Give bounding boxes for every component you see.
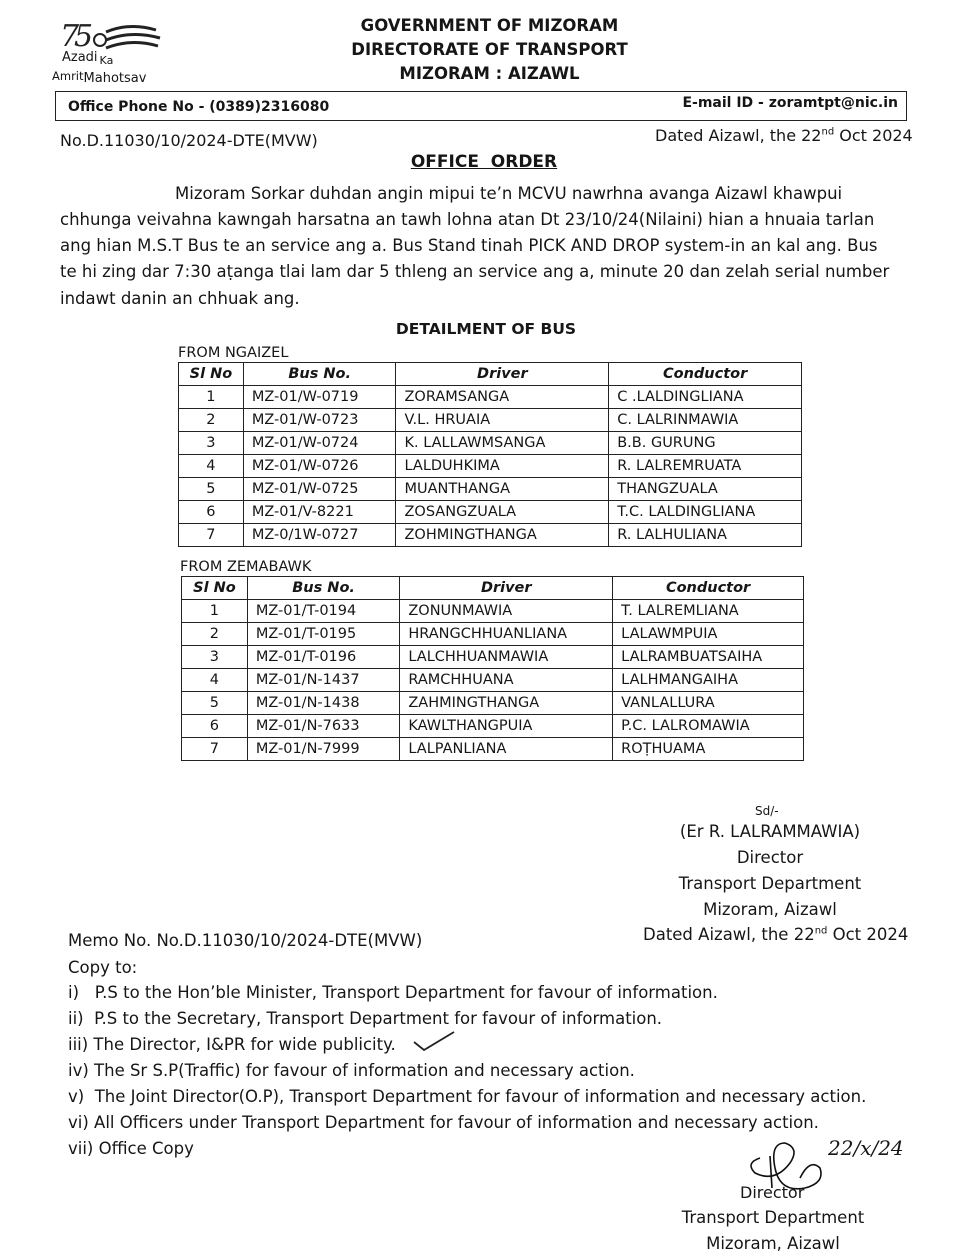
footer-director: Director — [740, 1183, 805, 1202]
driver-cell: ZORAMSANGA — [396, 386, 609, 409]
sl-cell: 1 — [182, 600, 248, 623]
driver-cell: HRANGCHHUANLIANA — [400, 623, 613, 646]
conductor-cell: T. LALREMLIANA — [613, 600, 804, 623]
column-header-sl: Sl No — [179, 363, 244, 386]
driver-cell: LALCHHUANMAWIA — [400, 646, 613, 669]
signatory-department: Transport Department — [678, 874, 862, 893]
conductor-cell: B.B. GURUNG — [609, 432, 802, 455]
sl-cell: 2 — [179, 409, 244, 432]
order-date — [655, 126, 913, 145]
conductor-cell: T.C. LALDINGLIANA — [609, 501, 802, 524]
table-row — [182, 692, 804, 715]
driver-cell: RAMCHHUANA — [400, 669, 613, 692]
order-paragraph-line4: te hi zing dar 7:30 aṭanga tlai lam dar 5 thleng an service ang a, minute 20 dan zelah serial number — [60, 262, 890, 281]
copy-item-1: i) P.S to the Hon’ble Minister, Transport Department for favour of information. — [68, 983, 718, 1002]
copy-item-2: ii) P.S to the Secretary, Transport Department for favour of information. — [68, 1009, 663, 1028]
conductor-cell: THANGZUALA — [609, 478, 802, 501]
table-row — [179, 409, 802, 432]
logo-text-mahotsav: Mahotsav — [83, 71, 147, 86]
order-paragraph-line1: Mizoram Sorkar duhdan angin mipui te’n MCVU nawrhna avanga Aizawl khawpui — [175, 184, 843, 203]
bus-no-cell: MZ-01/W-0725 — [243, 478, 396, 501]
sl-cell: 4 — [182, 669, 248, 692]
driver-cell: LALDUHKIMA — [396, 455, 609, 478]
order-date-sup: nd — [821, 126, 835, 138]
logo-text-amrit: Amrit — [52, 69, 84, 83]
memo-date — [643, 925, 908, 944]
bus-no-cell: MZ-01/N-7999 — [247, 738, 400, 761]
detailment-title: DETAILMENT OF BUS — [395, 320, 577, 338]
table-row — [179, 455, 802, 478]
conductor-cell: R. LALHULIANA — [609, 524, 802, 547]
footer-department: Transport Department — [681, 1208, 865, 1227]
sl-cell: 5 — [179, 478, 244, 501]
bus-no-cell: MZ-01/N-1437 — [247, 669, 400, 692]
copy-item-7: vii) Office Copy — [68, 1139, 194, 1158]
sl-cell: 4 — [179, 455, 244, 478]
copy-item-6: vi) All Officers under Transport Department for favour of information and necessary action. — [68, 1113, 819, 1132]
svg-text:7: 7 — [60, 19, 80, 54]
order-date-suffix: Oct 2024 — [834, 126, 913, 145]
conductor-cell: C. LALRINMAWIA — [609, 409, 802, 432]
bus-no-cell: MZ-01/W-0723 — [243, 409, 396, 432]
order-paragraph-line3: ang hian M.S.T Bus te an service ang a. Bus Stand tinah PICK AND DROP system-in an kal ang. Bus — [60, 236, 878, 255]
driver-cell: ZAHMINGTHANGA — [400, 692, 613, 715]
handwritten-date: 22/x/24 — [828, 1136, 904, 1160]
table-header-row — [182, 577, 804, 600]
copy-to-label: Copy to: — [68, 958, 138, 977]
bus-no-cell: MZ-01/N-1438 — [247, 692, 400, 715]
table-row — [182, 646, 804, 669]
office-phone: Office Phone No - (0389)2316080 — [68, 99, 330, 115]
table-row — [182, 623, 804, 646]
order-paragraph-line2: chhunga veivahna kawngah harsatna an tawh lohna atan Dt 23/10/24(Nilaini) hian a hnuaia tarlan — [60, 210, 875, 229]
copy-item-3: iii) The Director, I&PR for wide publicity. — [68, 1035, 396, 1054]
sl-cell: 6 — [179, 501, 244, 524]
order-paragraph-line5: indawt danin an chhuak ang. — [60, 289, 300, 308]
zemabawk-label: FROM ZEMABAWK — [180, 559, 312, 575]
bus-no-cell: MZ-01/N-7633 — [247, 715, 400, 738]
column-header-driver: Driver — [400, 577, 613, 600]
table-row — [179, 524, 802, 547]
sd-mark: Sd/- — [755, 804, 779, 818]
column-header-conductor: Conductor — [609, 363, 802, 386]
driver-cell: KAWLTHANGPUIA — [400, 715, 613, 738]
conductor-cell: VANLALLURA — [613, 692, 804, 715]
bus-no-cell: MZ-01/V-8221 — [243, 501, 396, 524]
column-header-conductor: Conductor — [613, 577, 804, 600]
bus-no-cell: MZ-01/T-0195 — [247, 623, 400, 646]
conductor-cell: ROṬHUAMA — [613, 738, 804, 761]
header-government: GOVERNMENT OF MIZORAM — [360, 16, 619, 35]
sl-cell: 7 — [182, 738, 248, 761]
driver-cell: MUANTHANGA — [396, 478, 609, 501]
conductor-cell: P.C. LALROMAWIA — [613, 715, 804, 738]
table-row — [179, 432, 802, 455]
bus-no-cell: MZ-01/T-0196 — [247, 646, 400, 669]
logo-text-ka: Ka — [99, 54, 114, 67]
memo-date-suffix: Oct 2024 — [827, 925, 909, 944]
sl-cell: 1 — [179, 386, 244, 409]
bus-no-cell: MZ-01/W-0724 — [243, 432, 396, 455]
office-order-title: OFFICE ORDER — [410, 152, 558, 172]
header-directorate: DIRECTORATE OF TRANSPORT — [351, 40, 628, 59]
order-number: No.D.11030/10/2024-DTE(MVW) — [60, 131, 318, 150]
sl-cell: 6 — [182, 715, 248, 738]
order-date-prefix: Dated Aizawl, the 22 — [655, 126, 822, 145]
driver-cell: V.L. HRUAIA — [396, 409, 609, 432]
memo-number: Memo No. No.D.11030/10/2024-DTE(MVW) — [68, 931, 423, 950]
bus-no-cell: MZ-0/1W-0727 — [243, 524, 396, 547]
column-header-sl: Sl No — [182, 577, 248, 600]
conductor-cell: LALHMANGAIHA — [613, 669, 804, 692]
sl-cell: 2 — [182, 623, 248, 646]
table-row — [179, 478, 802, 501]
column-header-bus: Bus No. — [243, 363, 396, 386]
footer-place: Mizoram, Aizawl — [706, 1234, 840, 1253]
signatory-title: Director — [736, 848, 804, 867]
copy-item-4: iv) The Sr S.P(Traffic) for favour of information and necessary action. — [68, 1061, 635, 1080]
table-row — [182, 669, 804, 692]
driver-cell: ZONUNMAWIA — [400, 600, 613, 623]
ngaizel-label: FROM NGAIZEL — [178, 345, 289, 361]
table-row — [182, 738, 804, 761]
sl-cell: 3 — [179, 432, 244, 455]
checkmark-icon — [410, 1028, 458, 1054]
signatory-place: Mizoram, Aizawl — [703, 900, 837, 919]
contact-bar — [55, 91, 907, 121]
conductor-cell: R. LALREMRUATA — [609, 455, 802, 478]
zemabawk-bus-table — [181, 576, 804, 761]
logo-text-azadi: Azadi — [62, 50, 98, 65]
memo-date-prefix: Dated Aizawl, the 22 — [643, 925, 815, 944]
driver-cell: ZOSANGZUALA — [396, 501, 609, 524]
header-location: MIZORAM : AIZAWL — [399, 64, 580, 83]
driver-cell: LALPANLIANA — [400, 738, 613, 761]
conductor-cell: LALAWMPUIA — [613, 623, 804, 646]
bus-no-cell: MZ-01/T-0194 — [247, 600, 400, 623]
copy-item-5: v) The Joint Director(O.P), Transport Department for favour of information and necessary action. — [68, 1087, 867, 1106]
driver-cell: ZOHMINGTHANGA — [396, 524, 609, 547]
column-header-bus: Bus No. — [247, 577, 400, 600]
table-row — [182, 600, 804, 623]
memo-date-sup: nd — [814, 925, 828, 937]
signatory-name: (Er R. LALRAMMAWIA) — [679, 822, 861, 841]
table-row — [182, 715, 804, 738]
table-header-row — [179, 363, 802, 386]
sl-cell: 7 — [179, 524, 244, 547]
email-id: E-mail ID - zoramtpt@nic.in — [682, 95, 898, 111]
bus-no-cell: MZ-01/W-0719 — [243, 386, 396, 409]
conductor-cell: LALRAMBUATSAIHA — [613, 646, 804, 669]
conductor-cell: C .LALDINGLIANA — [609, 386, 802, 409]
table-row — [179, 501, 802, 524]
svg-text:5: 5 — [74, 19, 94, 54]
column-header-driver: Driver — [396, 363, 609, 386]
sl-cell: 3 — [182, 646, 248, 669]
table-row — [179, 386, 802, 409]
driver-cell: K. LALLAWMSANGA — [396, 432, 609, 455]
ngaizel-bus-table — [178, 362, 802, 547]
sl-cell: 5 — [182, 692, 248, 715]
bus-no-cell: MZ-01/W-0726 — [243, 455, 396, 478]
